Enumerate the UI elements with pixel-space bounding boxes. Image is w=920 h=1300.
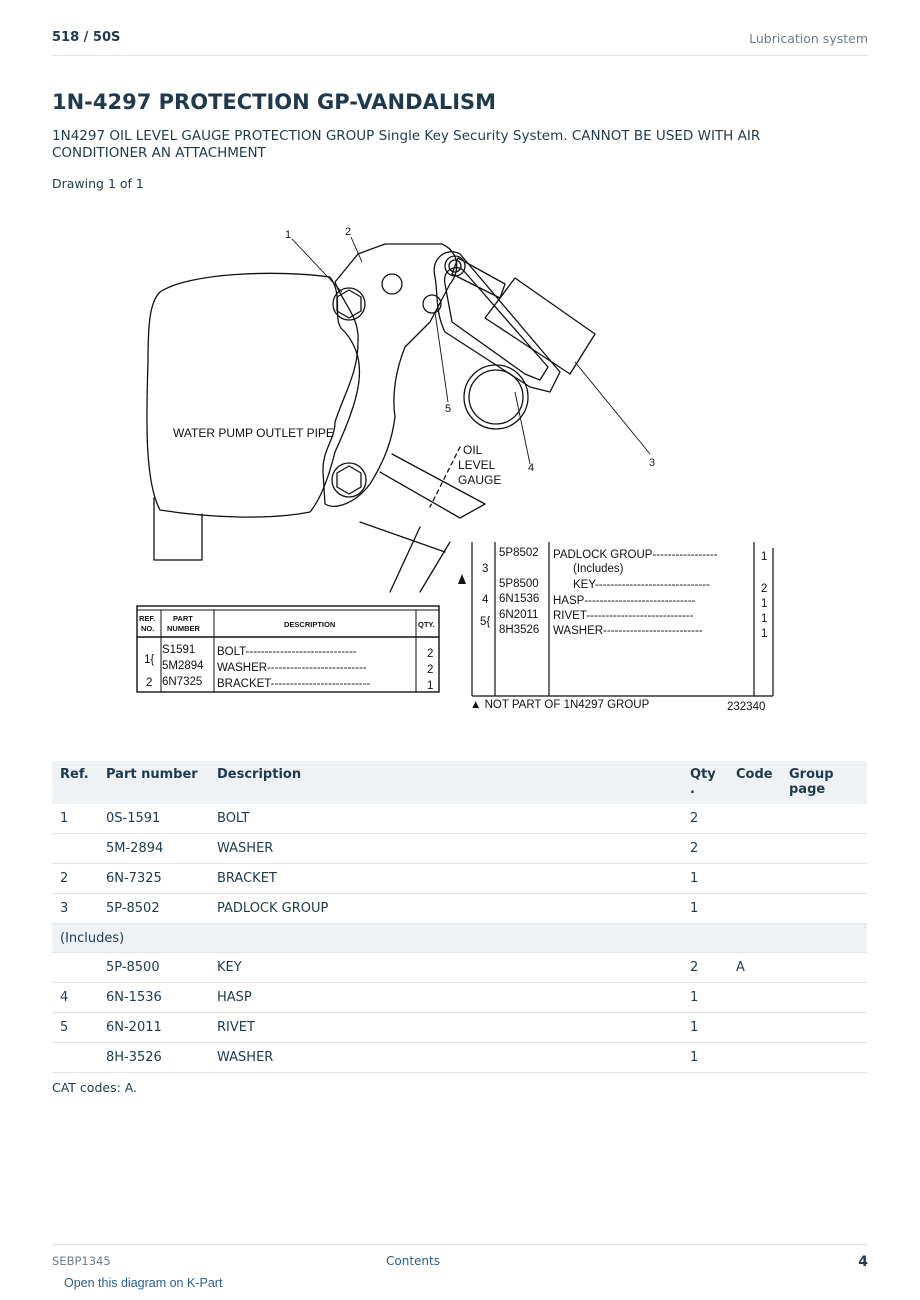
callout-3: 3 <box>649 457 656 469</box>
cell-qty: 2 <box>682 834 728 864</box>
col-qty-label: Qty <box>690 767 716 782</box>
lt-qty-0: 2 <box>427 648 434 660</box>
cell-group-page <box>781 953 867 983</box>
model-label: 518 / 50S <box>52 30 121 45</box>
rt-brace-5: 5{ <box>480 616 491 628</box>
cell-qty: 1 <box>682 864 728 894</box>
rt-desc-1: (Includes) <box>573 563 624 575</box>
table-row <box>52 894 867 924</box>
rt-qty-5: 1 <box>761 628 768 640</box>
table-note-row <box>52 924 867 953</box>
rt-qty-4: 1 <box>761 613 768 625</box>
lt-pn-2: 6N7325 <box>162 676 203 688</box>
cell-code <box>728 1013 781 1043</box>
rt-ref-3: 4 <box>482 594 489 606</box>
cell-group-page <box>781 1043 867 1073</box>
cell-code <box>728 983 781 1013</box>
contents-link[interactable]: Contents <box>386 1254 440 1268</box>
diagram-left-table <box>137 606 439 692</box>
cell-ref <box>52 953 98 983</box>
lt-header-desc: DESCRIPTION <box>284 620 336 629</box>
lt-qty-1: 2 <box>427 664 434 676</box>
cell-note: (Includes) <box>52 924 867 953</box>
col-group-page: Group page <box>781 761 867 804</box>
cell-description: RIVET <box>209 1013 682 1043</box>
col-part-number: Part number <box>98 761 209 804</box>
lt-qty-2: 1 <box>427 680 434 692</box>
cell-description: WASHER <box>209 1043 682 1073</box>
rt-pn-5: 8H3526 <box>499 624 540 636</box>
lt-header-ref1: REF. <box>139 614 156 623</box>
diagram-svg <box>130 222 790 717</box>
cell-ref: 4 <box>52 983 98 1013</box>
page-title: 1N-4297 PROTECTION GP-VANDALISM <box>52 90 497 114</box>
cell-part-number: 5M-2894 <box>98 834 209 864</box>
cell-ref: 1 <box>52 804 98 834</box>
cell-group-page <box>781 804 867 834</box>
rt-desc-2: KEY------------------------------ <box>573 579 710 591</box>
lt-desc-1: WASHER-------------------------- <box>217 662 367 674</box>
cell-description: WASHER <box>209 834 682 864</box>
rt-desc-4: RIVET---------------------------- <box>553 610 694 622</box>
cell-part-number: 0S-1591 <box>98 804 209 834</box>
col-ref: Ref. <box>52 761 98 804</box>
table-row <box>52 1013 867 1043</box>
rt-desc-0: PADLOCK GROUP----------------- <box>553 549 718 561</box>
kpart-link[interactable]: Open this diagram on K-Part <box>64 1276 223 1290</box>
col-qty <box>682 761 728 804</box>
table-row <box>52 983 867 1013</box>
cell-group-page <box>781 983 867 1013</box>
cell-code <box>728 804 781 834</box>
oil-label-3: GAUGE <box>458 473 502 487</box>
lt-ref-2: 2 <box>146 677 153 689</box>
drawing-label: Drawing 1 of 1 <box>52 176 144 191</box>
table-row <box>52 953 867 983</box>
oil-label-1: OIL <box>463 443 483 457</box>
col-qty-dot: . <box>690 782 695 797</box>
rt-desc-3: HASP----------------------------- <box>553 595 696 607</box>
lt-header-pn2: NUMBER <box>167 624 200 633</box>
cell-group-page <box>781 834 867 864</box>
cell-qty: 1 <box>682 894 728 924</box>
cell-ref: 3 <box>52 894 98 924</box>
cell-description: HASP <box>209 983 682 1013</box>
cell-group-page <box>781 864 867 894</box>
parts-table-header <box>52 761 867 804</box>
cell-ref <box>52 834 98 864</box>
lt-header-pn1: PART <box>173 614 193 623</box>
col-code: Code <box>728 761 781 804</box>
lt-pn-1: 5M2894 <box>162 660 204 672</box>
group-description: 1N4297 OIL LEVEL GAUGE PROTECTION GROUP Single Key Security System. CANNOT BE USED WITH AIR CONDITIONER AN ATTACHMENT <box>52 128 761 161</box>
rt-ref-1: 3 <box>482 563 489 575</box>
table-row <box>52 804 867 834</box>
cell-qty: 1 <box>682 983 728 1013</box>
rt-pn-4: 6N2011 <box>499 609 539 621</box>
cell-qty: 1 <box>682 1013 728 1043</box>
cell-group-page <box>781 894 867 924</box>
rt-pn-0: 5P8502 <box>499 547 539 559</box>
table-row <box>52 1043 867 1073</box>
rt-desc-5: WASHER-------------------------- <box>553 625 703 637</box>
cell-part-number: 5P-8500 <box>98 953 209 983</box>
callout-1: 1 <box>285 229 292 241</box>
table-row <box>52 864 867 894</box>
page-number: 4 <box>858 1254 868 1270</box>
cell-description: PADLOCK GROUP <box>209 894 682 924</box>
lt-pn-0: S1591 <box>162 644 196 656</box>
cell-code <box>728 1043 781 1073</box>
cell-qty: 2 <box>682 953 728 983</box>
callout-2: 2 <box>345 226 352 238</box>
cell-code <box>728 834 781 864</box>
rt-qty-0: 1 <box>761 551 768 563</box>
cell-part-number: 6N-1536 <box>98 983 209 1013</box>
cell-part-number: 6N-7325 <box>98 864 209 894</box>
cell-description: BOLT <box>209 804 682 834</box>
rt-pn-3: 6N1536 <box>499 593 540 605</box>
cell-code <box>728 894 781 924</box>
cell-code <box>728 864 781 894</box>
cell-group-page <box>781 1013 867 1043</box>
oil-label-2: LEVEL <box>458 458 496 472</box>
cell-qty: 2 <box>682 804 728 834</box>
cell-ref: 5 <box>52 1013 98 1043</box>
page-header <box>52 28 868 56</box>
water-pump-label: WATER PUMP OUTLET PIPE <box>173 426 334 440</box>
cat-codes: CAT codes: A. <box>52 1080 138 1095</box>
cell-qty: 1 <box>682 1043 728 1073</box>
cell-description: BRACKET <box>209 864 682 894</box>
diagram-right-table <box>458 542 773 713</box>
parts-table <box>52 761 867 1073</box>
cell-code: A <box>728 953 781 983</box>
col-description: Description <box>209 761 682 804</box>
lt-header-qty: QTY. <box>418 620 435 629</box>
rt-pn-2: 5P8500 <box>499 578 539 590</box>
not-part-note: ▲ NOT PART OF 1N4297 GROUP <box>470 699 650 711</box>
cell-ref <box>52 1043 98 1073</box>
rt-qty-2: 2 <box>761 583 768 595</box>
cell-ref: 2 <box>52 864 98 894</box>
lt-desc-2: BRACKET-------------------------- <box>217 678 371 690</box>
cell-part-number: 6N-2011 <box>98 1013 209 1043</box>
callout-4: 4 <box>528 462 535 474</box>
cell-part-number: 8H-3526 <box>98 1043 209 1073</box>
lt-header-ref2: NO. <box>141 624 155 633</box>
cell-part-number: 5P-8502 <box>98 894 209 924</box>
lt-desc-0: BOLT----------------------------- <box>217 646 357 658</box>
cell-description: KEY <box>209 953 682 983</box>
document-number: SEBP1345 <box>52 1254 111 1268</box>
page-footer <box>52 1244 868 1275</box>
rt-qty-3: 1 <box>761 598 768 610</box>
callout-5: 5 <box>445 403 452 415</box>
drawing-number: 232340 <box>727 701 766 713</box>
table-row <box>52 834 867 864</box>
lt-brace: 1{ <box>144 654 155 666</box>
not-part-marker-icon <box>458 574 466 584</box>
section-name: Lubrication system <box>749 31 868 46</box>
parts-diagram <box>130 222 790 717</box>
